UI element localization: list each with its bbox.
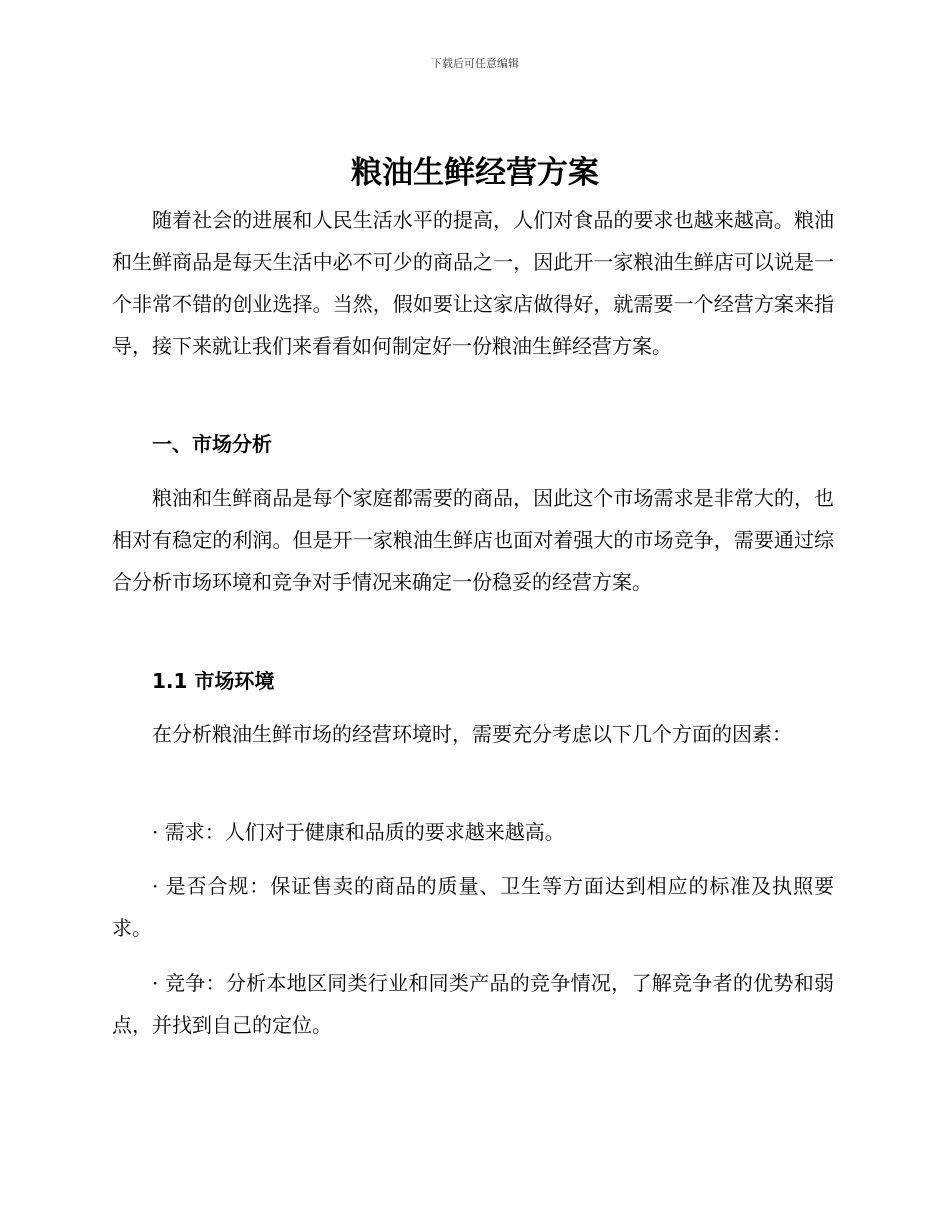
section-heading-market-analysis: 一、市场分析 (152, 432, 272, 456)
bullet-item-demand: · 需求：人们对于健康和品质的要求越来越高。 (152, 820, 565, 844)
intro-paragraph: 随着社会的进展和人民生活水平的提高，人们对食品的要求也越来越高。粮油和生鲜商品是每天生活中必不可少的商品之一，因此开一家粮油生鲜店可以说是一个非常不错的创业选择。当然，假如要让这家店做得好，就需要一个经营方案来指导，接下来就让我们来看看如何制定好一份粮油生鲜经营方案。 (112, 208, 834, 358)
bullet-item-competition: · 竞争：分析本地区同类行业和同类产品的竞争情况，了解竞争者的优势和弱点，并找到自己的定位。 (112, 971, 834, 1037)
bullet-item-compliance: · 是否合规：保证售卖的商品的质量、卫生等方面达到相应的标准及执照要求。 (112, 874, 834, 940)
subsection-heading-market-environment: 1.1 市场环境 (152, 669, 275, 693)
market-analysis-paragraph: 粮油和生鲜商品是每个家庭都需要的商品，因此这个市场需求是非常大的，也相对有稳定的利润。但是开一家粮油生鲜店也面对着强大的市场竞争，需要通过综合分析市场环境和竞争对手情况来确定一份稳妥的经营方案。 (112, 486, 834, 594)
market-environment-paragraph: 在分析粮油生鲜市场的经营环境时，需要充分考虑以下几个方面的因素： (152, 722, 792, 746)
document-title: 粮油生鲜经营方案 (351, 155, 599, 191)
header-note: 下载后可任意编辑 (431, 57, 519, 70)
